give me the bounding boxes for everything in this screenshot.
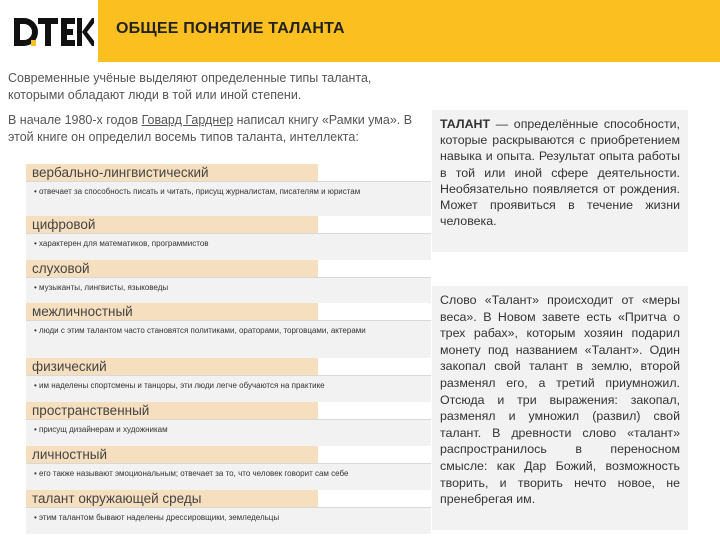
talent-type-name: цифровой xyxy=(26,216,318,233)
talent-type-desc: • этим талантом бывают наделены дрессировщики, земледельцы xyxy=(26,507,431,534)
talent-type-name: слуховой xyxy=(26,260,318,277)
talent-type xyxy=(26,303,431,358)
talent-type xyxy=(26,446,431,490)
talent-type xyxy=(26,216,431,260)
talent-type-name: вербально-лингвистический xyxy=(26,164,318,181)
gardner-text-end: написал книгу «Рамки ума». В этой книге он определил восемь типов таланта, интеллекта: xyxy=(8,113,413,144)
talent-type-desc: • люди с этим талантом часто становятся политиками, ораторами, торговцами, актерами xyxy=(26,320,431,358)
talent-type xyxy=(26,490,431,534)
page-title: ОБЩЕЕ ПОНЯТИЕ ТАЛАНТА xyxy=(116,20,345,37)
talent-type-name: физический xyxy=(26,358,318,375)
talent-type-desc: • его также называют эмоциональным; отвечает за то, что человек говорит сам себе xyxy=(26,463,431,490)
talent-type-desc: • характерен для математиков, программистов xyxy=(26,233,431,260)
definition-text: — определённые способности, которые раскрываются с приобретением навыка и опыта. Результат опыта работы в той или иной сфере деятельности. Необязательно появляется от рождения. Может проявиться в течение жизни человека. xyxy=(440,117,680,229)
gardner-text-start: В начале 1980-х годов xyxy=(8,113,142,127)
talent-type-desc: • отвечает за способность писать и читать, присущ журналистам, писателям и юристам xyxy=(26,181,431,216)
talent-type-name: талант окружающей среды xyxy=(26,490,318,507)
talent-type xyxy=(26,260,431,303)
talent-type-desc: • музыканты, лингвисты, языковеды xyxy=(26,277,431,303)
etymology-text: Слово «Талант» происходит от «меры веса». В Новом завете есть «Притча о трех рабах», которым хозяин подарил монету под названием «Талант». Один закопал свой талант в землю, второй разменял его, а третий приумножил. Отсюда и три выражения: закопал, разменял и умножил (развил) свой талант. В древности слово «талант» распространилось в переносном смысле: как Дар Божий, возможность творить, и творить нечто новое, не пренебрегая им. xyxy=(440,293,680,507)
definition-box xyxy=(432,110,688,252)
talent-type-desc: • присущ дизайнерам и художникам xyxy=(26,419,431,446)
intro-paragraph: Современные учёные выделяют определенные типы таланта, которыми обладают люди в той или иной степени. xyxy=(8,71,372,102)
dtek-logo[interactable] xyxy=(12,14,94,50)
talent-type xyxy=(26,358,431,402)
definition-term: ТАЛАНТ xyxy=(440,117,491,131)
talent-type xyxy=(26,402,431,446)
gardner-paragraph xyxy=(8,112,428,145)
etymology-box xyxy=(432,286,688,530)
talent-types-list xyxy=(26,164,431,534)
talent-type-name: личностный xyxy=(26,446,318,463)
talent-type-name: пространственный xyxy=(26,402,318,419)
talent-type-name: межличностный xyxy=(26,303,318,320)
talent-type-desc: • им наделены спортсмены и танцоры, эти люди легче обучаются на практике xyxy=(26,375,431,402)
author-name: Говард Гарднер xyxy=(141,113,234,127)
talent-type xyxy=(26,164,431,216)
header xyxy=(0,0,720,62)
title-band xyxy=(98,0,720,62)
